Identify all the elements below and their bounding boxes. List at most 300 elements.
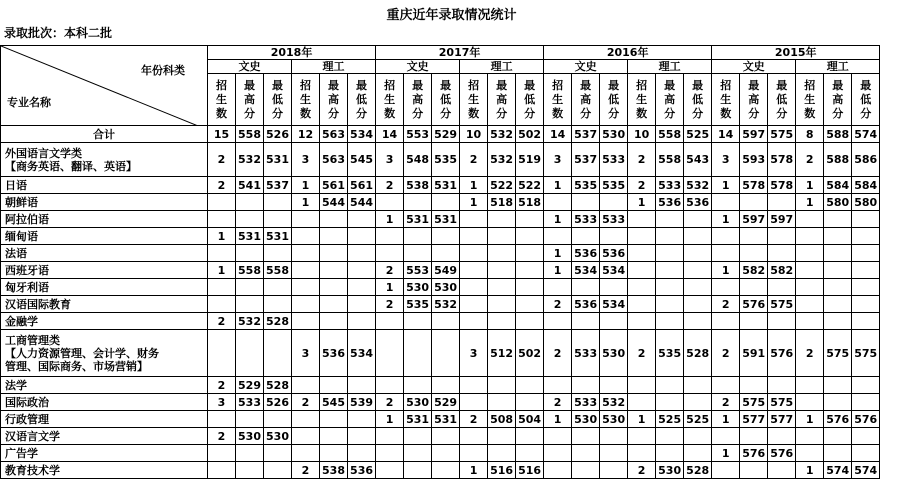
- column-header: 招生数: [208, 74, 236, 126]
- cell-value: [208, 211, 236, 228]
- track-header: 理工: [628, 60, 712, 74]
- table-row: [1, 245, 880, 262]
- cell-value: [628, 428, 656, 445]
- cell-value: [488, 428, 516, 445]
- cell-value: 15: [208, 126, 236, 143]
- cell-value: [320, 428, 348, 445]
- cell-value: [712, 245, 740, 262]
- cell-value: [488, 445, 516, 462]
- cell-value: 530: [600, 126, 628, 143]
- cell-value: 532: [684, 177, 712, 194]
- cell-value: [712, 377, 740, 394]
- cell-value: 1: [628, 194, 656, 211]
- cell-value: [348, 377, 376, 394]
- cell-value: 2: [712, 330, 740, 377]
- cell-value: [600, 428, 628, 445]
- cell-value: [684, 262, 712, 279]
- cell-value: [208, 279, 236, 296]
- major-name: 日语: [1, 177, 208, 194]
- cell-value: [628, 377, 656, 394]
- cell-value: [712, 279, 740, 296]
- column-header: 招生数: [460, 74, 488, 126]
- cell-value: [404, 330, 432, 377]
- cell-value: 545: [348, 143, 376, 177]
- cell-value: [628, 262, 656, 279]
- cell-value: [320, 411, 348, 428]
- cell-value: 532: [236, 143, 264, 177]
- cell-value: [796, 377, 824, 394]
- cell-value: 537: [264, 177, 292, 194]
- major-name: 工商管理类 【人力资源管理、会计学、财务 管理、国际商务、市场营销】: [1, 330, 208, 377]
- column-header: 招生数: [292, 74, 320, 126]
- cell-value: 537: [572, 126, 600, 143]
- table-row: [1, 462, 880, 479]
- major-name: 国际政治: [1, 394, 208, 411]
- cell-value: [684, 428, 712, 445]
- cell-value: 1: [544, 211, 572, 228]
- cell-value: [824, 279, 852, 296]
- column-header: 最低分: [348, 74, 376, 126]
- cell-value: 522: [516, 177, 544, 194]
- cell-value: 8: [796, 126, 824, 143]
- cell-value: [572, 279, 600, 296]
- cell-value: 586: [852, 143, 880, 177]
- cell-value: [768, 428, 796, 445]
- cell-value: [208, 330, 236, 377]
- cell-value: 588: [824, 143, 852, 177]
- cell-value: [488, 211, 516, 228]
- cell-value: [236, 194, 264, 211]
- cell-value: 1: [796, 194, 824, 211]
- cell-value: 531: [264, 228, 292, 245]
- cell-value: 561: [320, 177, 348, 194]
- cell-value: 575: [768, 126, 796, 143]
- cell-value: [852, 313, 880, 330]
- cell-value: [628, 228, 656, 245]
- cell-value: 558: [656, 126, 684, 143]
- cell-value: [348, 313, 376, 330]
- table-row: [1, 211, 880, 228]
- cell-value: [516, 279, 544, 296]
- category-label: 年份科类: [141, 64, 185, 77]
- cell-value: 536: [572, 245, 600, 262]
- table-row: [1, 377, 880, 394]
- cell-value: [236, 245, 264, 262]
- cell-value: [740, 279, 768, 296]
- cell-value: 549: [432, 262, 460, 279]
- column-header: 招生数: [628, 74, 656, 126]
- cell-value: 2: [796, 143, 824, 177]
- cell-value: 1: [712, 211, 740, 228]
- cell-value: 576: [768, 445, 796, 462]
- column-header: 最高分: [656, 74, 684, 126]
- cell-value: 526: [264, 126, 292, 143]
- cell-value: 516: [516, 462, 544, 479]
- table-row: [1, 296, 880, 313]
- cell-value: [320, 313, 348, 330]
- cell-value: 2: [460, 411, 488, 428]
- cell-value: [824, 262, 852, 279]
- cell-value: [796, 296, 824, 313]
- cell-value: 3: [460, 330, 488, 377]
- cell-value: [236, 411, 264, 428]
- cell-value: 2: [628, 330, 656, 377]
- cell-value: [516, 313, 544, 330]
- cell-value: 545: [320, 394, 348, 411]
- cell-value: [376, 377, 404, 394]
- cell-value: [320, 296, 348, 313]
- cell-value: 1: [460, 194, 488, 211]
- cell-value: 502: [516, 126, 544, 143]
- cell-value: 528: [684, 462, 712, 479]
- cell-value: 1: [544, 411, 572, 428]
- cell-value: [740, 228, 768, 245]
- cell-value: 538: [320, 462, 348, 479]
- cell-value: [572, 462, 600, 479]
- cell-value: [544, 194, 572, 211]
- cell-value: 508: [488, 411, 516, 428]
- column-header: 最高分: [236, 74, 264, 126]
- cell-value: [208, 445, 236, 462]
- cell-value: 529: [236, 377, 264, 394]
- cell-value: [236, 330, 264, 377]
- cell-value: 531: [432, 411, 460, 428]
- cell-value: [852, 262, 880, 279]
- cell-value: 531: [264, 143, 292, 177]
- cell-value: 533: [572, 330, 600, 377]
- track-header: 文史: [376, 60, 460, 74]
- cell-value: [460, 262, 488, 279]
- cell-value: [376, 228, 404, 245]
- cell-value: 2: [208, 377, 236, 394]
- table-row: [1, 126, 880, 143]
- cell-value: [796, 228, 824, 245]
- cell-value: [600, 313, 628, 330]
- cell-value: 525: [684, 411, 712, 428]
- cell-value: [432, 462, 460, 479]
- cell-value: 530: [236, 428, 264, 445]
- cell-value: 10: [628, 126, 656, 143]
- cell-value: 563: [320, 143, 348, 177]
- cell-value: 576: [740, 296, 768, 313]
- cell-value: 575: [852, 330, 880, 377]
- cell-value: 543: [684, 143, 712, 177]
- column-header: 最高分: [488, 74, 516, 126]
- cell-value: 578: [768, 177, 796, 194]
- cell-value: 502: [516, 330, 544, 377]
- cell-value: 1: [544, 177, 572, 194]
- cell-value: 561: [348, 177, 376, 194]
- cell-value: [572, 194, 600, 211]
- cell-value: 538: [404, 177, 432, 194]
- table-row: [1, 262, 880, 279]
- cell-value: [320, 445, 348, 462]
- cell-value: [684, 313, 712, 330]
- cell-value: [460, 245, 488, 262]
- cell-value: [824, 445, 852, 462]
- cell-value: 580: [852, 194, 880, 211]
- cell-value: [712, 428, 740, 445]
- column-header: 招生数: [796, 74, 824, 126]
- cell-value: 576: [824, 411, 852, 428]
- cell-value: [404, 194, 432, 211]
- cell-value: [236, 211, 264, 228]
- column-header: 招生数: [712, 74, 740, 126]
- cell-value: [516, 377, 544, 394]
- year-header: 2015年: [712, 46, 880, 60]
- cell-value: 1: [208, 262, 236, 279]
- cell-value: [768, 279, 796, 296]
- cell-value: [852, 211, 880, 228]
- cell-value: [376, 245, 404, 262]
- cell-value: [852, 245, 880, 262]
- cell-value: 532: [236, 313, 264, 330]
- cell-value: [796, 279, 824, 296]
- cell-value: 3: [292, 143, 320, 177]
- cell-value: [516, 228, 544, 245]
- cell-value: 582: [768, 262, 796, 279]
- column-header: 最低分: [600, 74, 628, 126]
- cell-value: 3: [712, 143, 740, 177]
- column-header: 最高分: [404, 74, 432, 126]
- cell-value: [236, 445, 264, 462]
- cell-value: 516: [488, 462, 516, 479]
- cell-value: [600, 445, 628, 462]
- cell-value: [292, 445, 320, 462]
- cell-value: [488, 279, 516, 296]
- cell-value: [292, 245, 320, 262]
- cell-value: 2: [376, 296, 404, 313]
- cell-value: [628, 279, 656, 296]
- cell-value: [348, 245, 376, 262]
- cell-value: 535: [656, 330, 684, 377]
- column-header: 招生数: [544, 74, 572, 126]
- cell-value: 578: [740, 177, 768, 194]
- cell-value: [208, 194, 236, 211]
- cell-value: 512: [488, 330, 516, 377]
- cell-value: [572, 377, 600, 394]
- major-name: 行政管理: [1, 411, 208, 428]
- major-name: 朝鲜语: [1, 194, 208, 211]
- cell-value: 536: [684, 194, 712, 211]
- cell-value: [348, 211, 376, 228]
- cell-value: 2: [628, 462, 656, 479]
- cell-value: [684, 228, 712, 245]
- cell-value: 536: [320, 330, 348, 377]
- cell-value: 535: [432, 143, 460, 177]
- cell-value: [516, 245, 544, 262]
- cell-value: [488, 394, 516, 411]
- major-name: 汉语言文学: [1, 428, 208, 445]
- cell-value: 3: [376, 143, 404, 177]
- cell-value: [460, 211, 488, 228]
- cell-value: 544: [320, 194, 348, 211]
- cell-value: [404, 245, 432, 262]
- major-name: 汉语国际教育: [1, 296, 208, 313]
- cell-value: [264, 296, 292, 313]
- cell-value: 532: [600, 394, 628, 411]
- cell-value: [824, 228, 852, 245]
- cell-value: 529: [432, 394, 460, 411]
- table-row: [1, 313, 880, 330]
- cell-value: [404, 428, 432, 445]
- cell-value: [236, 462, 264, 479]
- cell-value: [348, 262, 376, 279]
- cell-value: 1: [376, 279, 404, 296]
- cell-value: 582: [740, 262, 768, 279]
- cell-value: 1: [712, 262, 740, 279]
- cell-value: 522: [488, 177, 516, 194]
- cell-value: [460, 313, 488, 330]
- cell-value: 2: [628, 143, 656, 177]
- cell-value: [292, 377, 320, 394]
- cell-value: 558: [236, 126, 264, 143]
- cell-value: [656, 245, 684, 262]
- column-header: 最高分: [320, 74, 348, 126]
- cell-value: [516, 428, 544, 445]
- cell-value: [320, 377, 348, 394]
- cell-value: [824, 313, 852, 330]
- cell-value: [320, 262, 348, 279]
- track-header: 文史: [544, 60, 628, 74]
- cell-value: [544, 313, 572, 330]
- cell-value: [656, 211, 684, 228]
- cell-value: [348, 279, 376, 296]
- cell-value: [348, 428, 376, 445]
- cell-value: [544, 428, 572, 445]
- cell-value: 14: [712, 126, 740, 143]
- cell-value: [516, 296, 544, 313]
- column-header: 最低分: [516, 74, 544, 126]
- cell-value: [712, 194, 740, 211]
- cell-value: [712, 313, 740, 330]
- cell-value: [432, 313, 460, 330]
- cell-value: 574: [852, 126, 880, 143]
- cell-value: 1: [460, 462, 488, 479]
- cell-value: 530: [404, 394, 432, 411]
- cell-value: [460, 296, 488, 313]
- cell-value: [824, 428, 852, 445]
- table-row: [1, 143, 880, 177]
- cell-value: [684, 211, 712, 228]
- cell-value: 563: [320, 126, 348, 143]
- cell-value: 1: [712, 445, 740, 462]
- year-header: 2018年: [208, 46, 376, 60]
- cell-value: [712, 228, 740, 245]
- cell-value: 537: [572, 143, 600, 177]
- cell-value: 1: [712, 177, 740, 194]
- cell-value: [684, 445, 712, 462]
- cell-value: [656, 313, 684, 330]
- cell-value: 504: [516, 411, 544, 428]
- table-row: [1, 228, 880, 245]
- cell-value: 533: [600, 143, 628, 177]
- cell-value: 528: [264, 377, 292, 394]
- cell-value: [656, 262, 684, 279]
- cell-value: 597: [740, 126, 768, 143]
- cell-value: 3: [208, 394, 236, 411]
- cell-value: 3: [544, 143, 572, 177]
- cell-value: 1: [796, 411, 824, 428]
- cell-value: 578: [768, 143, 796, 177]
- cell-value: 2: [376, 262, 404, 279]
- cell-value: 530: [264, 428, 292, 445]
- cell-value: 530: [572, 411, 600, 428]
- cell-value: [852, 279, 880, 296]
- cell-value: 530: [404, 279, 432, 296]
- cell-value: 531: [236, 228, 264, 245]
- cell-value: 536: [572, 296, 600, 313]
- cell-value: 519: [516, 143, 544, 177]
- cell-value: [768, 245, 796, 262]
- cell-value: [348, 296, 376, 313]
- cell-value: 532: [488, 143, 516, 177]
- cell-value: 1: [712, 411, 740, 428]
- cell-value: [740, 245, 768, 262]
- cell-value: 597: [768, 211, 796, 228]
- cell-value: [348, 445, 376, 462]
- cell-value: [264, 211, 292, 228]
- cell-value: [740, 377, 768, 394]
- cell-value: [712, 462, 740, 479]
- cell-value: 575: [768, 394, 796, 411]
- column-header: 最高分: [824, 74, 852, 126]
- cell-value: [628, 296, 656, 313]
- cell-value: [544, 279, 572, 296]
- table-row: [1, 394, 880, 411]
- year-header: 2016年: [544, 46, 712, 60]
- cell-value: 533: [656, 177, 684, 194]
- cell-value: 1: [376, 411, 404, 428]
- corner-header: [1, 46, 208, 126]
- table-row: [1, 330, 880, 377]
- cell-value: [320, 211, 348, 228]
- cell-value: [264, 462, 292, 479]
- cell-value: [796, 211, 824, 228]
- cell-value: 541: [236, 177, 264, 194]
- cell-value: [376, 462, 404, 479]
- cell-value: 525: [684, 126, 712, 143]
- cell-value: 2: [712, 394, 740, 411]
- cell-value: 530: [656, 462, 684, 479]
- cell-value: 577: [740, 411, 768, 428]
- column-header: 最高分: [572, 74, 600, 126]
- cell-value: [516, 262, 544, 279]
- column-header: 最低分: [852, 74, 880, 126]
- cell-value: 2: [208, 313, 236, 330]
- cell-value: [852, 428, 880, 445]
- cell-value: [264, 279, 292, 296]
- cell-value: [488, 296, 516, 313]
- cell-value: 1: [544, 262, 572, 279]
- cell-value: [516, 445, 544, 462]
- cell-value: [768, 377, 796, 394]
- cell-value: 2: [376, 394, 404, 411]
- cell-value: [796, 428, 824, 445]
- cell-value: [628, 211, 656, 228]
- cell-value: 2: [208, 143, 236, 177]
- column-header: 最低分: [432, 74, 460, 126]
- page-title: 重庆近年录取情况统计: [386, 8, 517, 23]
- cell-value: [824, 394, 852, 411]
- cell-value: [208, 296, 236, 313]
- cell-value: [376, 428, 404, 445]
- table-row: [1, 177, 880, 194]
- cell-value: [544, 445, 572, 462]
- cell-value: 584: [824, 177, 852, 194]
- cell-value: [432, 194, 460, 211]
- major-name: 西班牙语: [1, 262, 208, 279]
